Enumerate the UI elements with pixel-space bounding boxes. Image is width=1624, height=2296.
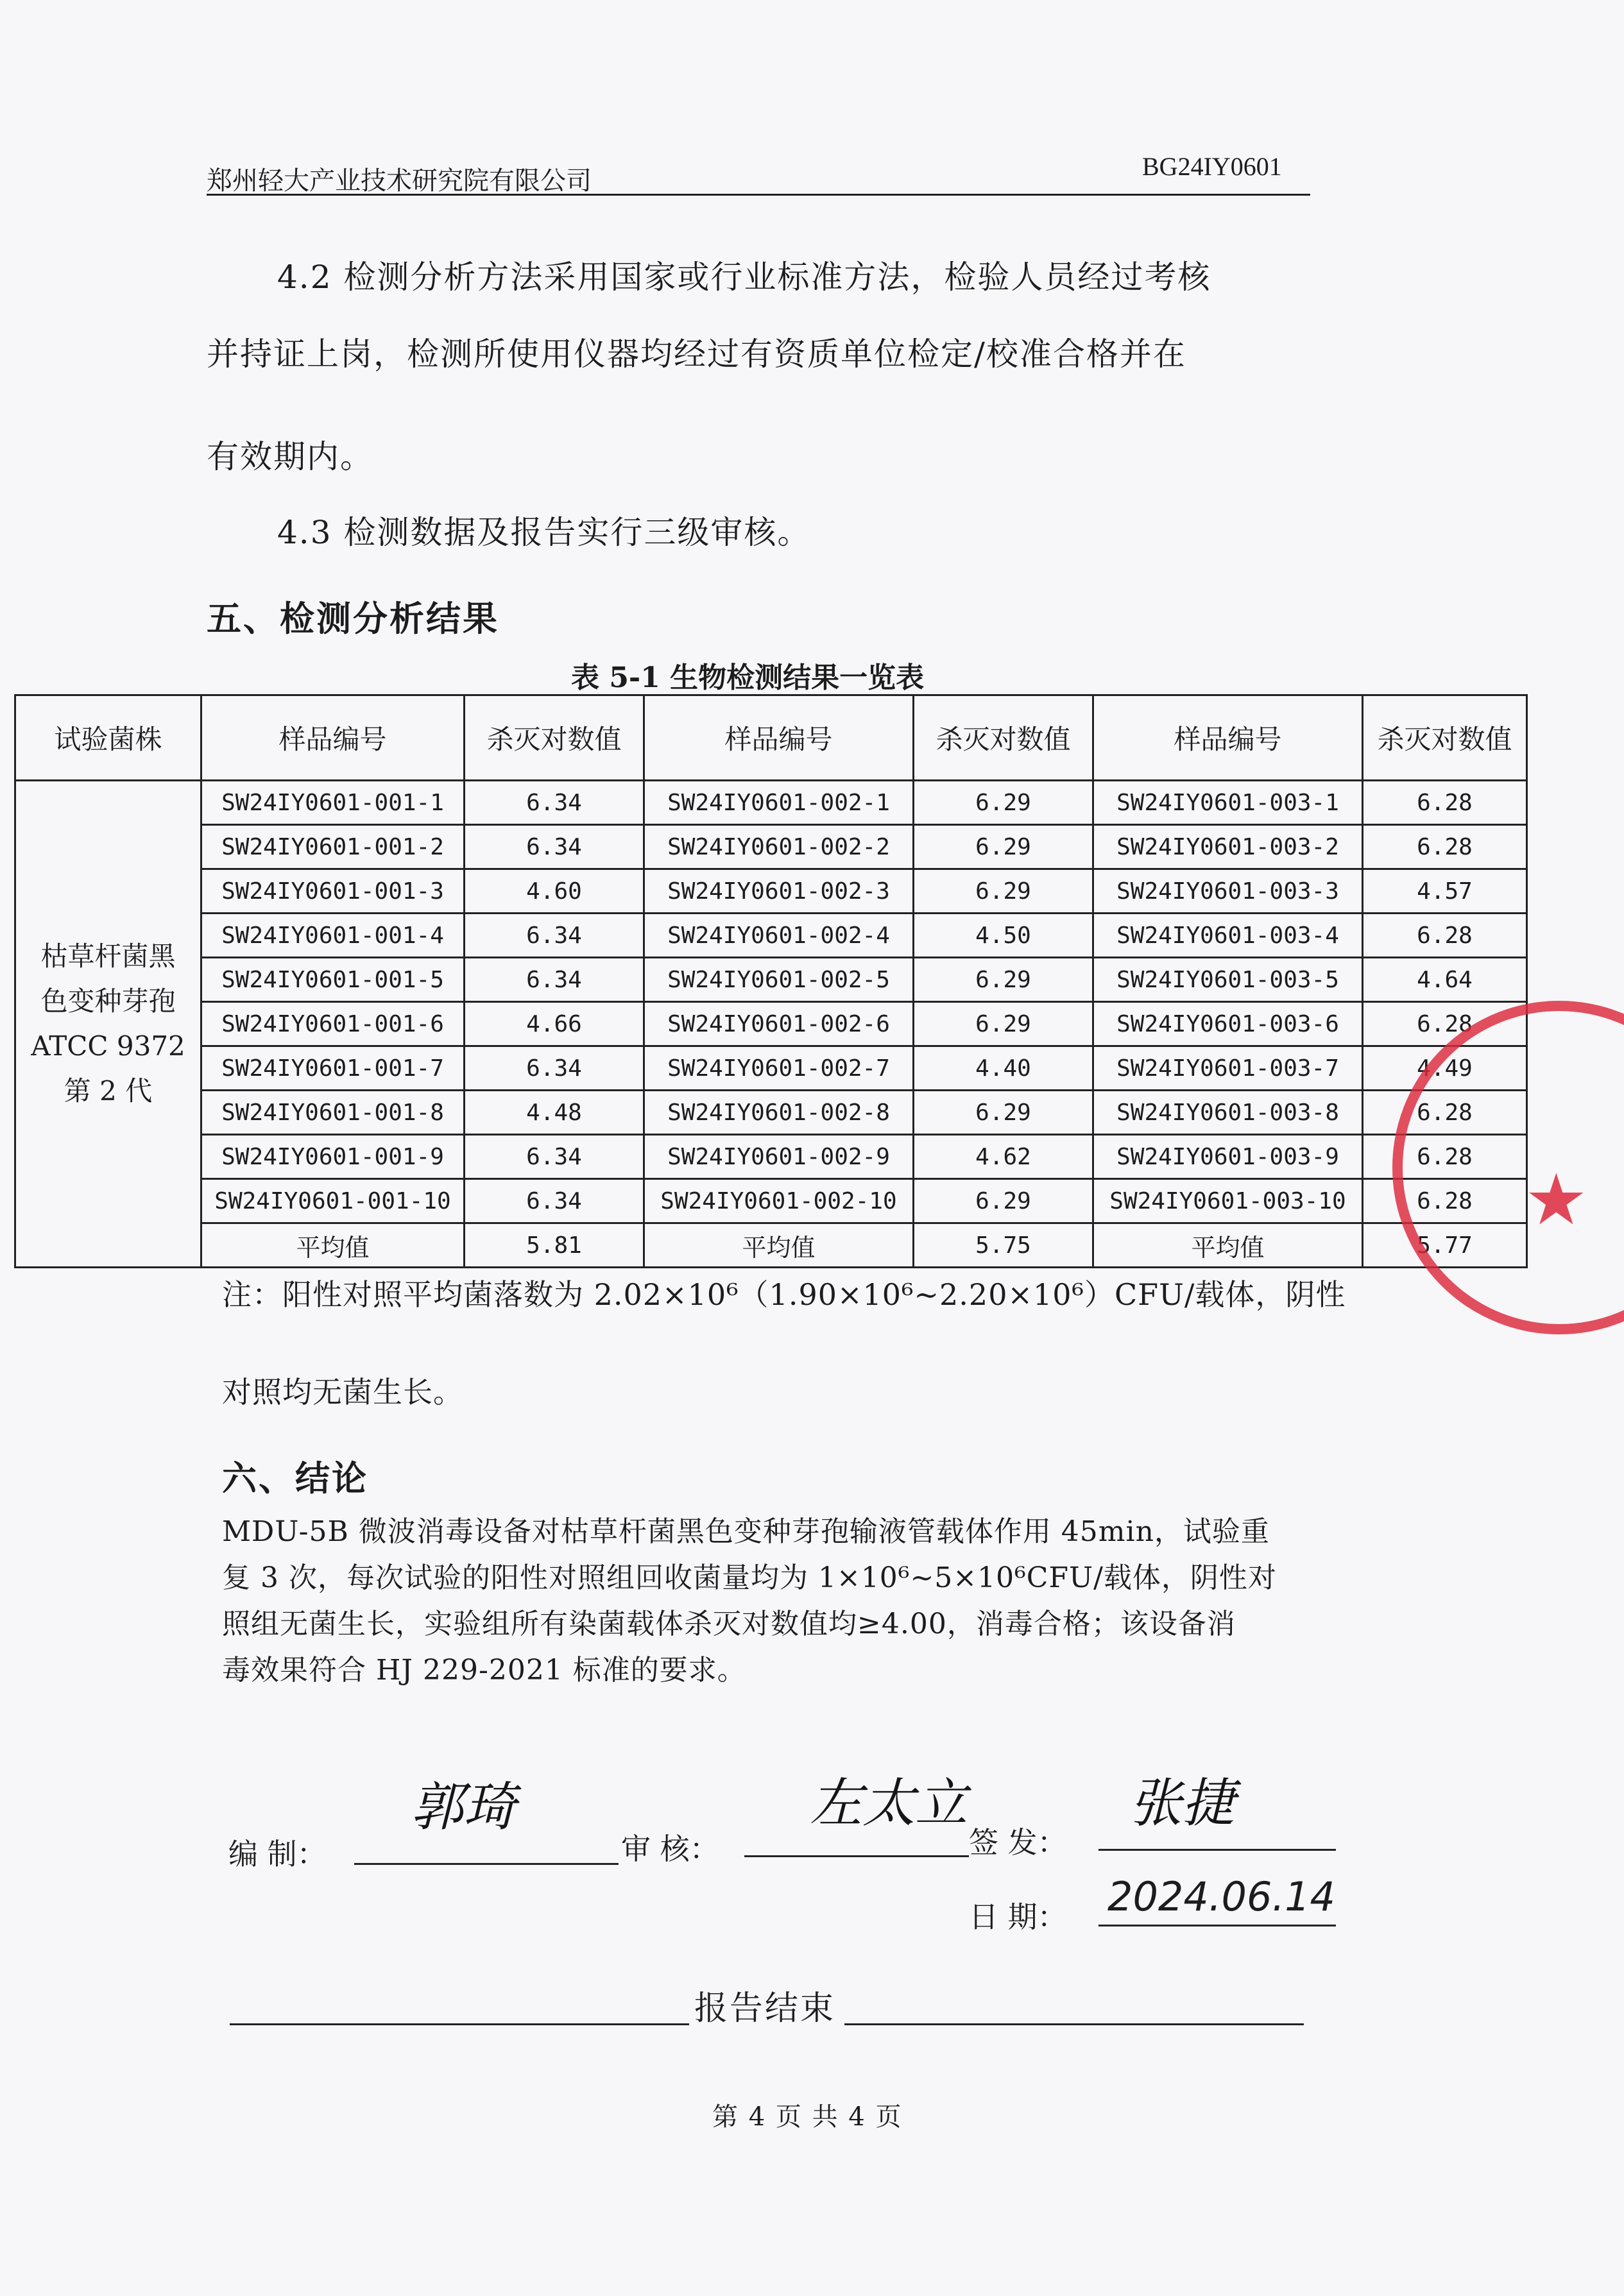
table-row: [15, 914, 1527, 958]
sample-id: SW24IY0601-002-2: [644, 825, 914, 869]
sample-id: SW24IY0601-003-5: [1093, 958, 1363, 1002]
page-footer: 第 4 页 共 4 页: [712, 2102, 903, 2132]
log-value: 6.28: [1363, 825, 1527, 869]
review-underline: [744, 1855, 969, 1857]
col-log-3: 杀灭对数值: [1363, 695, 1527, 781]
sample-id: SW24IY0601-002-10: [644, 1179, 914, 1223]
table-row: [15, 1179, 1527, 1223]
avg-label: 平均值: [201, 1223, 465, 1268]
para-4-2-line3: 有效期内。: [207, 438, 373, 475]
log-value: 6.29: [914, 781, 1093, 825]
log-value: 6.34: [465, 825, 644, 869]
compile-signature: 郭琦: [411, 1777, 516, 1838]
sample-id: SW24IY0601-003-10: [1093, 1179, 1363, 1223]
col-strain: 试验菌株: [15, 695, 201, 781]
log-value: 6.34: [465, 958, 644, 1002]
sample-id: SW24IY0601-001-3: [201, 869, 465, 914]
table-row: [15, 1046, 1527, 1091]
table-row: [15, 781, 1527, 825]
sample-id: SW24IY0601-001-7: [201, 1046, 465, 1091]
table-row: [15, 825, 1527, 869]
issue-label: 签 发：: [969, 1825, 1067, 1860]
col-sample-1: 样品编号: [201, 695, 465, 781]
para-4-2-line2: 并持证上岗，检测所使用仪器均经过有资质单位检定/校准合格并在: [207, 336, 1186, 373]
strain-line: ATCC 9372: [31, 1030, 185, 1062]
log-value: 6.29: [914, 958, 1093, 1002]
log-value: 4.64: [1363, 958, 1527, 1002]
sample-id: SW24IY0601-003-4: [1093, 914, 1363, 958]
log-value: 4.40: [914, 1046, 1093, 1091]
log-value: 4.62: [914, 1135, 1093, 1179]
log-value: 4.57: [1363, 869, 1527, 914]
avg-label: 平均值: [1093, 1223, 1363, 1268]
issue-underline: [1098, 1849, 1336, 1851]
log-value: 6.28: [1363, 1179, 1527, 1223]
sample-id: SW24IY0601-003-1: [1093, 781, 1363, 825]
conclusion-line: MDU-5B 微波消毒设备对枯草杆菌黑色变种芽孢输液管载体作用 45min，试验重: [222, 1515, 1270, 1548]
review-label: 审 核：: [621, 1832, 719, 1866]
log-value: 6.29: [914, 825, 1093, 869]
log-value: 6.34: [465, 914, 644, 958]
issue-signature: 张捷: [1129, 1773, 1235, 1834]
sample-id: SW24IY0601-002-5: [644, 958, 914, 1002]
table-row: [15, 1091, 1527, 1135]
log-value: 6.28: [1363, 1135, 1527, 1179]
stamp-star-icon: ★: [1525, 1159, 1588, 1241]
sample-id: SW24IY0601-001-1: [201, 781, 465, 825]
conclusion-line: 毒效果符合 HJ 229-2021 标准的要求。: [222, 1654, 746, 1687]
para-4-2-line1: 4.2 检测分析方法采用国家或行业标准方法，检验人员经过考核: [277, 259, 1211, 296]
log-value: 4.66: [465, 1002, 644, 1046]
header-report-no: BG24IY0601: [1142, 152, 1282, 181]
log-value: 6.34: [465, 1135, 644, 1179]
avg-value: 5.77: [1363, 1223, 1527, 1268]
strain-line: 色变种芽孢: [40, 985, 176, 1017]
table-row: [15, 1002, 1527, 1046]
para-4-3: 4.3 检测数据及报告实行三级审核。: [277, 514, 811, 551]
log-value: 4.48: [465, 1091, 644, 1135]
strain-line: 枯草杆菌黑: [40, 940, 176, 972]
conclusion-line: 复 3 次，每次试验的阳性对照组回收菌量均为 1×10⁶~5×10⁶CFU/载体，阴性对: [222, 1561, 1277, 1594]
log-value: 6.28: [1363, 1002, 1527, 1046]
log-value: 6.28: [1363, 781, 1527, 825]
log-value: 6.29: [914, 1091, 1093, 1135]
sample-id: SW24IY0601-002-6: [644, 1002, 914, 1046]
header-rule: [207, 194, 1310, 196]
avg-value: 5.81: [465, 1223, 644, 1268]
sample-id: SW24IY0601-002-4: [644, 914, 914, 958]
conclusion-line: 照组无菌生长，实验组所有染菌载体杀灭对数值均≥4.00，消毒合格；该设备消: [222, 1608, 1236, 1640]
log-value: 6.29: [914, 869, 1093, 914]
strain-cell: [15, 781, 201, 1268]
log-value: 6.28: [1363, 914, 1527, 958]
table-row: [15, 869, 1527, 914]
results-table: [14, 694, 1528, 1268]
table-caption: 表 5-1 生物检测结果一览表: [571, 661, 925, 694]
sample-id: SW24IY0601-003-7: [1093, 1046, 1363, 1091]
section6-heading: 六、结论: [222, 1458, 368, 1499]
date-underline: [1098, 1925, 1336, 1926]
sample-id: SW24IY0601-001-8: [201, 1091, 465, 1135]
col-log-1: 杀灭对数值: [465, 695, 644, 781]
end-of-report: 报告结束: [694, 1989, 836, 2028]
sample-id: SW24IY0601-002-1: [644, 781, 914, 825]
avg-label: 平均值: [644, 1223, 914, 1268]
end-right-line: [844, 2023, 1304, 2025]
sample-id: SW24IY0601-003-6: [1093, 1002, 1363, 1046]
end-left-line: [230, 2023, 689, 2025]
sample-id: SW24IY0601-003-3: [1093, 869, 1363, 914]
log-value: 4.50: [914, 914, 1093, 958]
log-value: 6.29: [914, 1179, 1093, 1223]
sample-id: SW24IY0601-001-5: [201, 958, 465, 1002]
log-value: 6.28: [1363, 1091, 1527, 1135]
table-row: [15, 1135, 1527, 1179]
log-value: 6.34: [465, 781, 644, 825]
date-value: 2024.06.14: [1107, 1873, 1335, 1920]
log-value: 6.34: [465, 1179, 644, 1223]
sample-id: SW24IY0601-001-2: [201, 825, 465, 869]
table-row: [15, 958, 1527, 1002]
review-signature: 左太立: [810, 1773, 968, 1834]
note-line1: 注：阳性对照平均菌落数为 2.02×10⁶（1.90×10⁶~2.20×10⁶）CFU/载体，阴性: [222, 1277, 1346, 1312]
note-line2: 对照均无菌生长。: [222, 1375, 463, 1409]
sample-id: SW24IY0601-003-2: [1093, 825, 1363, 869]
conclusion-text: [222, 1509, 1364, 1694]
col-sample-2: 样品编号: [644, 695, 914, 781]
sample-id: SW24IY0601-001-9: [201, 1135, 465, 1179]
sample-id: SW24IY0601-002-8: [644, 1091, 914, 1135]
sample-id: SW24IY0601-003-9: [1093, 1135, 1363, 1179]
avg-value: 5.75: [914, 1223, 1093, 1268]
sample-id: SW24IY0601-001-4: [201, 914, 465, 958]
strain-line: 第 2 代: [64, 1075, 153, 1107]
table-header-row: [15, 695, 1527, 781]
header-org: 郑州轻大产业技术研究院有限公司: [207, 166, 592, 196]
col-log-2: 杀灭对数值: [914, 695, 1093, 781]
section5-heading: 五、检测分析结果: [207, 598, 499, 639]
sample-id: SW24IY0601-001-10: [201, 1179, 465, 1223]
sample-id: SW24IY0601-001-6: [201, 1002, 465, 1046]
sample-id: SW24IY0601-002-7: [644, 1046, 914, 1091]
sample-id: SW24IY0601-003-8: [1093, 1091, 1363, 1135]
sample-id: SW24IY0601-002-3: [644, 869, 914, 914]
average-row: [15, 1223, 1527, 1268]
log-value: 4.49: [1363, 1046, 1527, 1091]
log-value: 6.34: [465, 1046, 644, 1091]
date-label: 日 期：: [969, 1900, 1067, 1934]
compile-underline: [354, 1863, 619, 1865]
log-value: 6.29: [914, 1002, 1093, 1046]
sample-id: SW24IY0601-002-9: [644, 1135, 914, 1179]
col-sample-3: 样品编号: [1093, 695, 1363, 781]
compile-label: 编 制：: [228, 1837, 327, 1871]
log-value: 4.60: [465, 869, 644, 914]
